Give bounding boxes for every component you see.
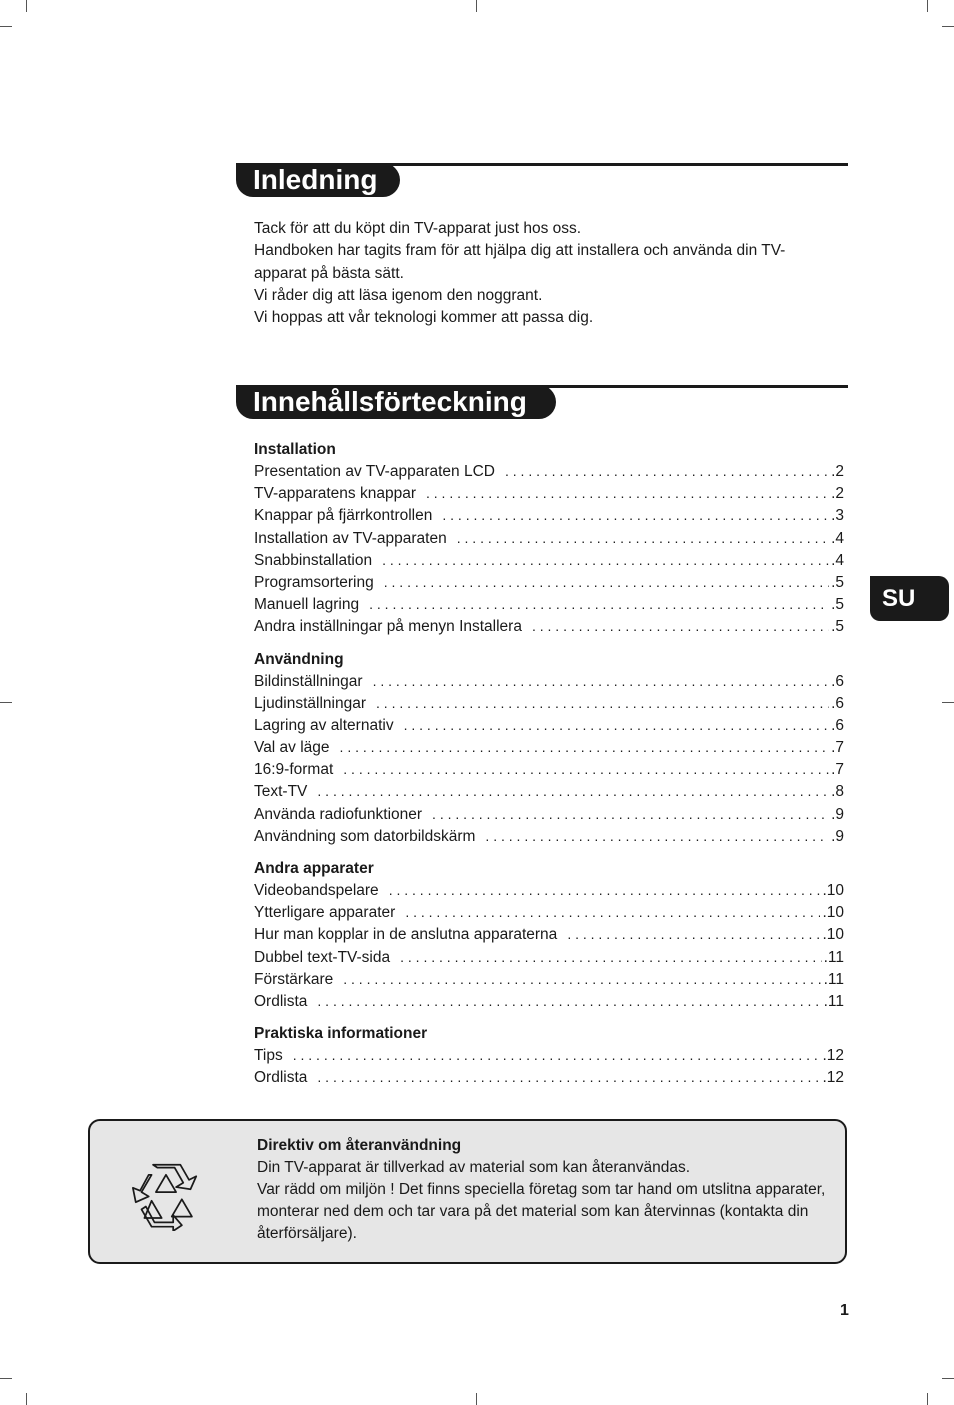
recycling-line: Var rädd om miljön ! Det finns speciella företag som tar hand om utslitna apparater, monterar ned dem och tar vara på det material som kan återvinnas (kontakta din återförsäljare). [257, 1181, 826, 1242]
toc-entry-label: Knappar på fjärrkontrollen [254, 507, 433, 525]
toc-entry-label: Förstärkare [254, 970, 334, 988]
toc-entry-label: Använda radiofunktioner [254, 805, 423, 823]
toc-entry-page: .11 [823, 992, 844, 1010]
toc-entry-label: Programsortering [254, 573, 374, 591]
crop-mark [476, 1393, 477, 1405]
crop-mark [0, 26, 12, 27]
toc-entry[interactable] [254, 714, 844, 736]
crop-mark [942, 702, 954, 703]
toc-group-heading: Andra apparater [254, 860, 374, 877]
language-tab: SU [870, 576, 949, 621]
dot-leader [485, 825, 829, 847]
toc-entry-label: 16:9-format [254, 761, 334, 779]
toc-entry[interactable] [254, 1066, 844, 1088]
page-number: 1 [840, 1302, 849, 1319]
toc-entry-page: .6 [831, 694, 844, 712]
dot-leader [293, 1044, 821, 1066]
toc-entry-label: Ytterligare apparater [254, 904, 396, 922]
crop-mark [927, 0, 928, 12]
dot-leader [343, 758, 829, 780]
dot-leader [505, 460, 829, 482]
intro-text [254, 218, 834, 329]
toc-entry-label: Manuell lagring [254, 596, 360, 614]
toc-entry-label: Ordlista [254, 1069, 308, 1087]
recycling-text [257, 1135, 837, 1245]
toc-group-andra-apparater [254, 858, 844, 1012]
toc-entry-label: Presentation av TV-apparaten LCD [254, 463, 495, 480]
toc-entry-label: Text-TV [254, 783, 308, 801]
toc-entry-page: .6 [831, 672, 844, 690]
toc-entry-page: .9 [831, 827, 844, 845]
recycle-icon [130, 1159, 202, 1231]
toc-group-heading: Användning [254, 650, 344, 668]
toc-group-anvandning [254, 649, 844, 848]
toc-entry-page: .4 [831, 551, 844, 569]
toc-entry-label: Val av läge [254, 739, 330, 757]
dot-leader [567, 923, 820, 945]
toc-entry-page: .7 [831, 739, 844, 757]
toc-entry-label: Ljudinställningar [254, 694, 367, 712]
recycling-line: Din TV-apparat är tillverkad av material som kan återanvändas. [257, 1159, 691, 1176]
toc-entry[interactable] [254, 736, 844, 758]
recycling-notice [88, 1119, 847, 1264]
toc-entry-page: .12 [822, 1047, 844, 1065]
toc-entry[interactable] [254, 780, 844, 802]
dot-leader [532, 615, 829, 637]
crop-mark [0, 702, 12, 703]
dot-leader [376, 692, 829, 714]
toc-group-installation [254, 439, 844, 638]
dot-leader [343, 968, 821, 990]
toc-entry[interactable] [254, 923, 844, 945]
toc-entry-page: .5 [831, 596, 844, 614]
dot-leader [432, 803, 829, 825]
toc-entry[interactable] [254, 615, 844, 637]
toc-entry-page: .6 [831, 716, 844, 734]
toc-group-heading: Praktiska informationer [254, 1025, 428, 1043]
toc-entry[interactable] [254, 593, 844, 615]
crop-mark [927, 1393, 928, 1405]
toc-entry[interactable] [254, 549, 844, 571]
toc-entry-page: .8 [831, 783, 844, 801]
toc-entry[interactable] [254, 460, 844, 482]
intro-heading: Inledning [236, 163, 400, 197]
toc-entry[interactable] [254, 692, 844, 714]
toc-entry[interactable] [254, 825, 844, 847]
dot-leader [317, 990, 821, 1012]
toc-entry[interactable] [254, 879, 844, 901]
toc-entry[interactable] [254, 803, 844, 825]
toc-entry[interactable] [254, 670, 844, 692]
toc-entry-label: Andra inställningar på menyn Installera [254, 618, 522, 636]
dot-leader [369, 593, 829, 615]
toc-entry-page: .2 [831, 485, 844, 503]
toc-entry-page: .2 [831, 463, 844, 480]
dot-leader [373, 670, 830, 692]
dot-leader [382, 549, 829, 571]
dot-leader [384, 571, 829, 593]
toc-entry[interactable] [254, 968, 844, 990]
crop-mark [942, 1378, 954, 1379]
dot-leader [340, 736, 830, 758]
toc-entry-page: .4 [831, 529, 844, 547]
toc-entry-page: .10 [822, 904, 844, 922]
toc-entry[interactable] [254, 1044, 844, 1066]
dot-leader [457, 527, 829, 549]
toc-entry-page: .10 [822, 882, 844, 899]
toc-entry-page: .10 [822, 926, 844, 944]
toc-group-praktiska [254, 1023, 844, 1088]
recycling-title: Direktiv om återanvändning [257, 1137, 462, 1154]
dot-leader [442, 504, 829, 526]
toc-entry-page: .3 [831, 507, 844, 525]
dot-leader [405, 901, 820, 923]
intro-line: Vi hoppas att vår teknologi kommer att passa dig. [254, 309, 594, 327]
toc-entry-label: Ordlista [254, 992, 308, 1010]
toc-heading: Innehållsförteckning [236, 385, 556, 419]
toc-entry[interactable] [254, 946, 844, 968]
toc-entry[interactable] [254, 758, 844, 780]
intro-line: Tack för att du köpt din TV-apparat just hos oss. [254, 220, 582, 237]
toc-entry-label: Snabbinstallation [254, 551, 373, 569]
toc-entry-label: Lagring av alternativ [254, 716, 394, 734]
toc-entry-label: Videobandspelare [254, 882, 379, 899]
crop-mark [26, 1393, 27, 1405]
toc-entry-label: Bildinställningar [254, 672, 363, 690]
toc-entry-label: Användning som datorbildskärm [254, 827, 476, 845]
toc-entry-page: .12 [822, 1069, 844, 1087]
toc-entry-label: Tips [254, 1047, 283, 1065]
toc-entry-label: Dubbel text-TV-sida [254, 948, 391, 966]
toc-entry-page: .11 [823, 948, 844, 966]
intro-line: Handboken har tagits fram för att hjälpa dig att installera och använda din TV-apparat på bästa sätt. [254, 242, 786, 282]
toc-group-heading: Installation [254, 441, 336, 458]
dot-leader [389, 879, 821, 901]
toc-entry-label: Installation av TV-apparaten [254, 529, 447, 547]
toc-entry-page: .11 [823, 970, 844, 988]
toc-entry[interactable] [254, 504, 844, 526]
toc-entry-label: TV-apparatens knappar [254, 485, 416, 503]
crop-mark [0, 1378, 12, 1379]
toc-entry-page: .5 [831, 573, 844, 591]
toc-entry[interactable] [254, 571, 844, 593]
toc-entry[interactable] [254, 527, 844, 549]
toc-entry[interactable] [254, 990, 844, 1012]
toc-entry-page: .5 [831, 618, 844, 636]
dot-leader [404, 714, 829, 736]
toc-entry-page: .9 [831, 805, 844, 823]
dot-leader [317, 780, 829, 802]
intro-line: Vi råder dig att läsa igenom den noggrant. [254, 286, 543, 304]
crop-mark [942, 26, 954, 27]
table-of-contents [254, 439, 844, 1100]
crop-mark [26, 0, 27, 12]
dot-leader [400, 946, 821, 968]
dot-leader [317, 1066, 820, 1088]
crop-mark [476, 0, 477, 12]
dot-leader [426, 482, 829, 504]
toc-entry-label: Hur man kopplar in de anslutna apparaterna [254, 926, 558, 944]
toc-entry[interactable] [254, 482, 844, 504]
toc-entry[interactable] [254, 901, 844, 923]
toc-entry-page: .7 [831, 761, 844, 779]
